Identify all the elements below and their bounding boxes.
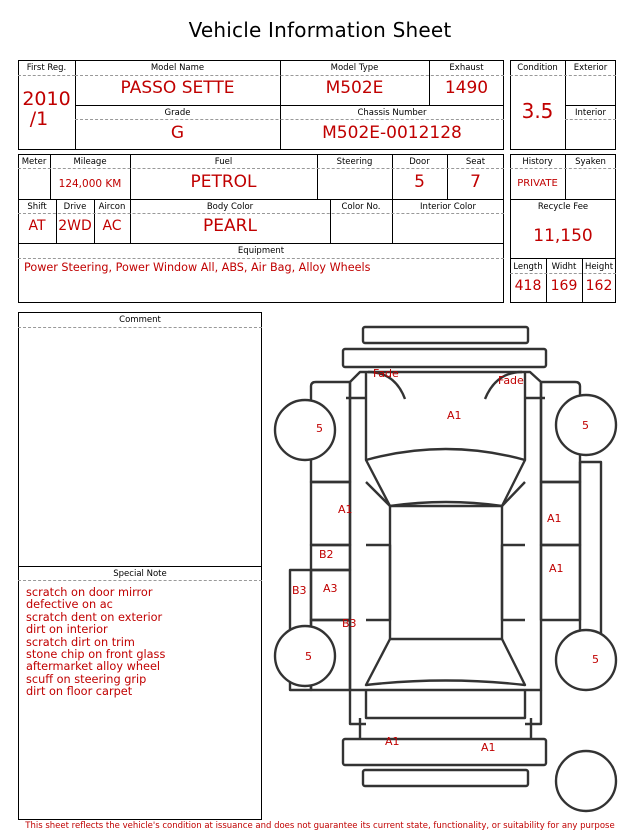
- meter-label: Meter: [21, 157, 47, 167]
- syaken-label: Syaken: [575, 157, 606, 167]
- special-note-item: scratch dirt on trim: [26, 635, 135, 649]
- history-value: PRIVATE: [517, 178, 558, 189]
- fuel-label: Fuel: [214, 157, 233, 167]
- spare-wheel: [556, 751, 616, 811]
- recycle-fee-label: Recycle Fee: [537, 202, 589, 212]
- special-note-label: Special Note: [113, 569, 167, 579]
- special-note-item: scuff on steering grip: [26, 672, 147, 686]
- color-no-label: Color No.: [341, 202, 381, 212]
- mark-wheel-rl: 5: [305, 650, 312, 663]
- body-color-label: Body Color: [206, 202, 254, 212]
- special-note-item: aftermarket alloy wheel: [26, 660, 161, 674]
- door-value: 5: [414, 172, 425, 192]
- special-notes-list: [26, 587, 165, 699]
- height-value: 162: [585, 278, 613, 294]
- car-damage-diagram: [266, 320, 640, 820]
- mark-fade-left: Fade: [373, 367, 399, 380]
- page-title: Vehicle Information Sheet: [188, 18, 452, 42]
- grade-label: Grade: [164, 108, 191, 118]
- mark-wheel-rr: 5: [592, 653, 599, 666]
- length-label: Length: [513, 262, 543, 272]
- first-reg-year: 2010: [22, 88, 71, 110]
- model-name-label: Model Name: [150, 63, 205, 73]
- mark-hood: A1: [447, 409, 462, 422]
- height-label: Height: [584, 262, 614, 272]
- door-label: Door: [409, 157, 430, 167]
- mark-front-right-door: A1: [547, 512, 562, 525]
- mileage-label: Mileage: [73, 157, 107, 167]
- front-bumper-top: [363, 327, 528, 343]
- seat-label: Seat: [465, 157, 486, 167]
- drive-value: 2WD: [58, 218, 92, 234]
- mark-rear-left-door: A3: [323, 582, 338, 595]
- width-label: Widht: [551, 262, 577, 272]
- body-color-value: PEARL: [203, 216, 257, 236]
- interior-color-label: Interior Color: [420, 202, 476, 212]
- history-label: History: [522, 157, 553, 167]
- exhaust-label: Exhaust: [449, 63, 484, 73]
- special-note-item: scratch dent on exterior: [26, 610, 163, 624]
- windshield: [366, 460, 525, 506]
- first-reg-month: /1: [29, 108, 49, 130]
- rear-bumper: [343, 739, 546, 765]
- special-note-item: scratch on door mirror: [26, 586, 153, 599]
- model-type-label: Model Type: [330, 63, 379, 73]
- mark-rocker-left: B3: [292, 584, 307, 597]
- interior-label: Interior: [574, 108, 606, 118]
- equipment-label: Equipment: [237, 246, 285, 256]
- wheel-front-left: [275, 400, 335, 460]
- special-note-item: dirt on interior: [26, 623, 108, 637]
- shift-value: AT: [28, 218, 46, 234]
- front-bumper: [343, 349, 546, 367]
- rear-left-door: [311, 570, 350, 620]
- rear-right-door: [541, 545, 580, 620]
- rear-bumper-bottom: [363, 770, 528, 786]
- tailgate: [366, 690, 525, 718]
- condition-label: Condition: [517, 63, 558, 73]
- steering-label: Steering: [336, 157, 373, 167]
- body-outline: [350, 372, 541, 690]
- footer-disclaimer: This sheet reflects the vehicle's condition at issuance and does not guarantee its current state, functionality, or suitability for any purpose: [25, 821, 615, 831]
- special-note-item: dirt on floor carpet: [26, 685, 133, 699]
- drive-label: Drive: [63, 202, 87, 212]
- recycle-fee-value: 11,150: [533, 226, 593, 246]
- mark-fade-right: Fade: [498, 374, 524, 387]
- length-value: 418: [514, 278, 542, 294]
- aircon-label: Aircon: [98, 202, 126, 212]
- mark-front-left-door: A1: [338, 503, 353, 516]
- mark-rear-left: A1: [385, 735, 400, 748]
- mark-rear-pillar: B3: [342, 617, 357, 630]
- roof: [390, 506, 502, 639]
- special-note-item: defective on ac: [26, 598, 113, 612]
- chassis-number-label: Chassis Number: [357, 108, 427, 118]
- shift-label: Shift: [27, 202, 47, 212]
- rear-glass: [366, 639, 525, 685]
- mark-wheel-fr: 5: [582, 419, 589, 432]
- mileage-value: 124,000 KM: [58, 178, 122, 190]
- seat-value: 7: [470, 172, 481, 192]
- mark-rear-right: A1: [481, 741, 496, 754]
- mark-b-pillar: B2: [319, 548, 334, 561]
- exterior-label: Exterior: [573, 63, 608, 73]
- grade-value: G: [170, 123, 185, 143]
- exhaust-value: 1490: [444, 78, 489, 98]
- aircon-value: AC: [102, 218, 122, 234]
- equipment-value: Power Steering, Power Window All, ABS, Air Bag, Alloy Wheels: [24, 261, 371, 274]
- model-type-value: M502E: [325, 78, 384, 98]
- fuel-value: PETROL: [190, 172, 257, 192]
- model-name-value: PASSO SETTE: [120, 78, 235, 98]
- condition-value: 3.5: [521, 99, 554, 123]
- chassis-number-value: M502E-0012128: [322, 123, 462, 143]
- right-rocker: [580, 462, 601, 642]
- width-value: 169: [550, 278, 578, 294]
- first-reg-label: First Reg.: [26, 63, 67, 73]
- wheel-rear-right: [556, 630, 616, 690]
- mark-wheel-fl: 5: [316, 422, 323, 435]
- mark-rear-right-door: A1: [549, 562, 564, 575]
- comment-label: Comment: [119, 315, 161, 325]
- special-note-item: stone chip on front glass: [26, 648, 166, 662]
